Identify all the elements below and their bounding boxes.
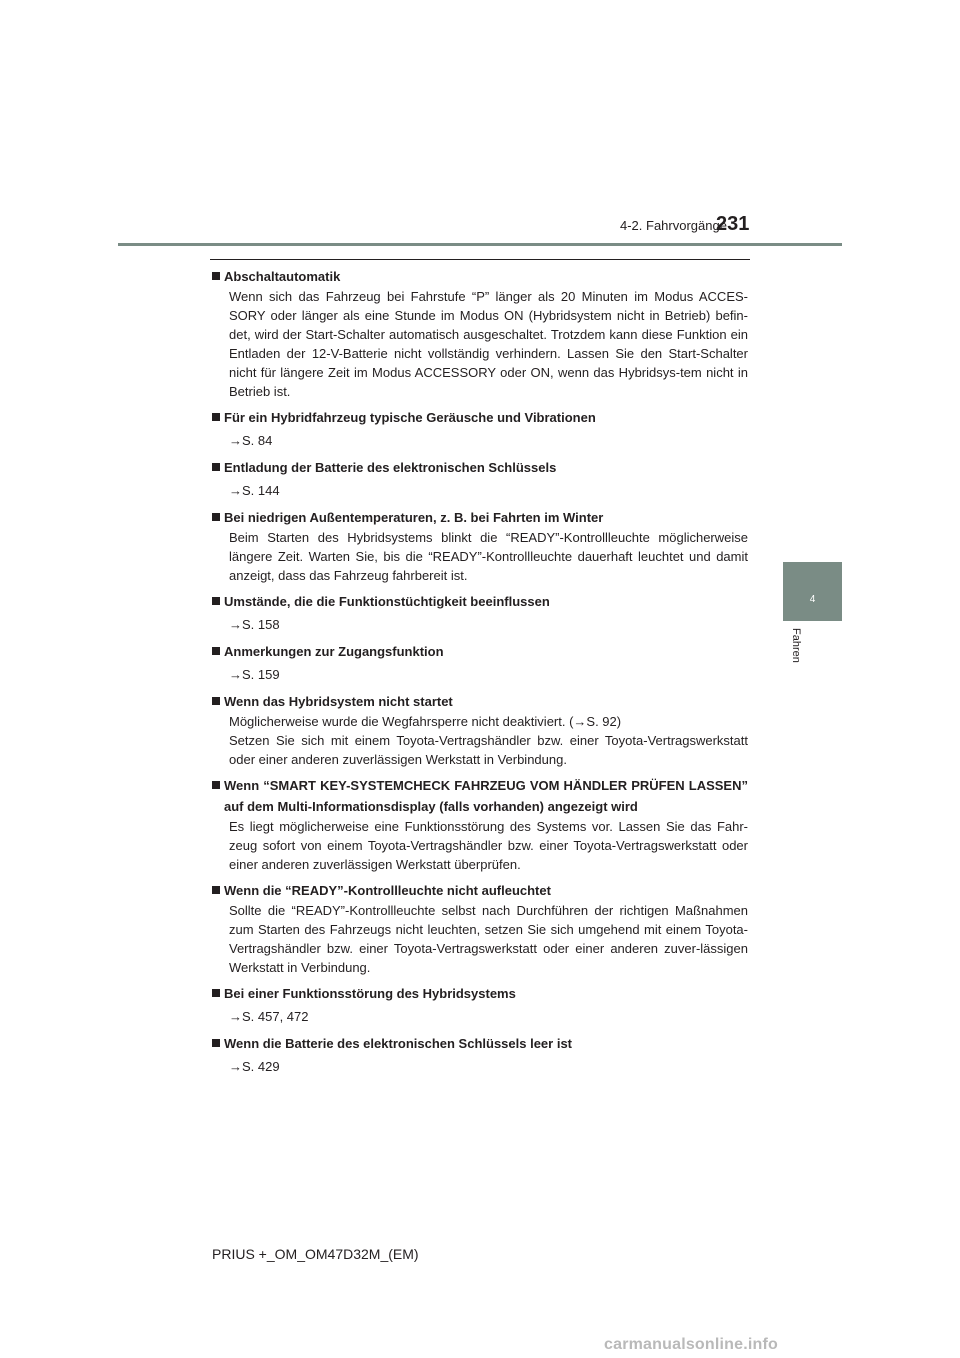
section-abschaltautomatik (212, 266, 748, 401)
section-heading: Für ein Hybridfahrzeug typische Geräusche und Vibrationen (224, 410, 596, 425)
section-niedrige-temperaturen (212, 507, 748, 585)
square-bullet-icon (212, 886, 220, 894)
section-heading: Bei einer Funktionsstörung des Hybridsystems (224, 986, 516, 1001)
section-body: Es liegt möglicherweise eine Funktionsstörung des Systems vor. Lassen Sie das Fahr-zeug sofort von einem Toyota-Vertragshändler bzw. einer Toyota-Vertragswerkstatt oder einer anderen zuverlässigen Werkstatt überprüfen. (229, 819, 748, 872)
section-heading: Umstände, die die Funktionstüchtigkeit beeinflussen (224, 594, 550, 609)
page-reference-link[interactable]: →S. 159 (229, 667, 280, 682)
document-code: PRIUS +_OM_OM47D32M_(EM) (212, 1246, 419, 1262)
section-funktionsstoerung-hybridsystem (212, 983, 748, 1027)
square-bullet-icon (212, 647, 220, 655)
square-bullet-icon (212, 597, 220, 605)
section-zugangsfunktion (212, 641, 748, 685)
section-body: Möglicherweise wurde die Wegfahrsperre nicht deaktiviert. (→S. 92) (229, 714, 622, 729)
square-bullet-icon (212, 697, 220, 705)
section-body: Beim Starten des Hybridsystems blinkt die “READY”-Kontrollleuchte möglicherweise längere Zeit. Warten Sie, bis die “READY”-Kontrollleuchte dauerhaft leuchtet und damit anzeigt, dass das Fahrzeug fahrbereit ist. (229, 530, 748, 583)
page-reference-link[interactable]: →S. 457, 472 (229, 1009, 309, 1024)
square-bullet-icon (212, 413, 220, 421)
section-heading: Abschaltautomatik (224, 269, 341, 284)
chapter-tab-label: Fahren (790, 628, 802, 663)
page-number: 231 (716, 213, 750, 235)
section-heading: Entladung der Batterie des elektronischen Schlüssels (224, 460, 557, 475)
page-reference-link[interactable]: →S. 84 (229, 433, 273, 448)
page-reference-link[interactable]: →S. 429 (229, 1059, 280, 1074)
section-batterie-schluessel (212, 457, 748, 501)
watermark-text: carmanualsonline.info (604, 1336, 779, 1353)
square-bullet-icon (212, 272, 220, 280)
section-geraeusche (212, 407, 748, 451)
section-body: Setzen Sie sich mit einem Toyota-Vertragshändler bzw. einer Toyota-Vertragswerkstatt oder einer anderen zuverlässigen Werkstatt in Verbindung. (229, 733, 748, 767)
square-bullet-icon (212, 513, 220, 521)
section-schluesselbatterie-leer (212, 1033, 748, 1077)
header-rule (118, 243, 842, 246)
header-section-title: 4-2. Fahrvorgänge (620, 218, 727, 233)
section-ready-leuchte (212, 880, 748, 977)
section-heading: Wenn die “READY”-Kontrollleuchte nicht aufleuchtet (224, 883, 551, 898)
page-reference-link[interactable]: →S. 158 (229, 617, 280, 632)
square-bullet-icon (212, 1039, 220, 1047)
square-bullet-icon (212, 989, 220, 997)
section-body: Wenn sich das Fahrzeug bei Fahrstufe “P” länger als 20 Minuten im Modus ACCES-SORY oder länger als eine Stunde im Modus ON (Hybridsystem nicht in Betrieb) befin-det, wird der Start-Schalter automatisch ausgeschaltet. Trotzdem kann diese Funktion ein Entladen der 12-V-Batterie nicht vollständig verhindern. Lassen Sie den Start-Schalter nicht für längere Zeit im Modus ACCESSORY oder ON, wenn das Hybridsys-tem nicht in Betrieb ist. (229, 289, 748, 399)
content-top-rule (210, 259, 750, 260)
section-heading: Anmerkungen zur Zugangsfunktion (224, 644, 444, 659)
square-bullet-icon (212, 781, 220, 789)
square-bullet-icon (212, 463, 220, 471)
section-heading: Wenn das Hybridsystem nicht startet (224, 694, 453, 709)
section-heading: Wenn die Batterie des elektronischen Schlüssels leer ist (224, 1036, 573, 1051)
chapter-tab-number: 4 (809, 594, 816, 605)
section-heading: Wenn “SMART KEY-SYSTEMCHECK FAHRZEUG VOM HÄNDLER PRÜFEN LASSEN” auf dem Multi-Informationsdisplay (falls vorhanden) angezeigt wird (224, 778, 748, 814)
section-heading: Bei niedrigen Außentemperaturen, z. B. bei Fahrten im Winter (224, 510, 604, 525)
page-reference-link[interactable]: →S. 144 (229, 483, 280, 498)
chapter-tab[interactable] (783, 562, 842, 621)
section-smart-key-check (212, 775, 748, 874)
section-funktionstuechtigkeit (212, 591, 748, 635)
content-area (212, 266, 748, 1083)
section-hybridsystem-startet-nicht (212, 691, 748, 769)
section-body: Sollte die “READY”-Kontrollleuchte selbst nach Durchführen der richtigen Maßnahmen zum Starten des Fahrzeugs nicht leuchten, setzen Sie sich umgehend mit einem Toyota-Vertragshändler bzw. einer Toyota-Vertragswerkstatt oder einer anderen zuver-lässigen Werkstatt in Verbindung. (229, 903, 748, 975)
